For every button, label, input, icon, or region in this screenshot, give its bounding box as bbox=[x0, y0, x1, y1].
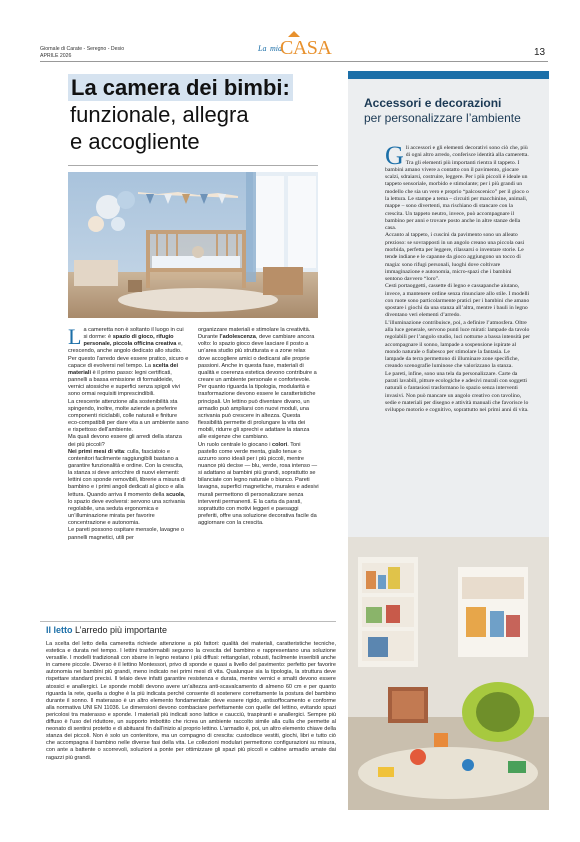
nursery-photo bbox=[68, 172, 318, 318]
logo-mia: mia bbox=[270, 44, 282, 53]
body-text: : culla, fasciatoio e contenitori facilmente raggiungibili bastano a garantire funzionalità e ordine. Con la crescita, la stanza si deve arricchire di nuovi elementi: lettini con sponde removibili, librerie a misura di bambino e i primi angoli dedicati al gioco e alla lettura. Quando arriva il momento della bbox=[68, 448, 186, 498]
sidebar-paragraph: li accessori e gli elementi decorativi sono ciò che, più di ogni altro arredo, conferisce identità alla cameretta. bbox=[405, 145, 529, 159]
letto-body: La scelta del letto della cameretta richiede attenzione a più fattori: qualità dei materiali, caratteristiche tecniche, estetica e durata nel tempo. I lettini trasformabili seguono la crescita del bambino e rappresentano una soluzione versatile. I modelli tradizionali con sbarre in legno restano i più diffusi: rettangolari, robusti, facilmente inseribili anche in camere piccole. Diverso è il lettino Montessori, privo di sponde e quasi a livello del pavimento: perfetto per favorire autonomia nei bambini più grandi, meno indicato nei primi mesi di vita. Qualunque sia la tipologia, la struttura deve rispettare standard precisi. Il telaio deve infatti garantire resistenza e durata, mentre vernici e smalti devono essere atossici e anallergici. Le sponde mobili devono avere un’altezza anti-scavalcamento di almeno 60 cm e per quanto riguarda la rete, quella a doghe è la più indicata perché consente di sostenere correttamente la postura del bambino durante il sonno. Il materasso è un altro elemento fondamentale: deve essere rigido, antisoffocamento e conforme alla normativa UNI EN 11036. Le dimensioni devono combaciare perfettamente con quelle del lettino, evitando spazi pericolosi tra materasso e sponde. I materiali più indicati sono lattice e caucciù, traspiranti e anallergici. Sempre più diffuso è l’uso del riduttore, un supporto imbottito che ricrea un ambiente raccolto simile alla culla che permette al neonato di sentirsi protetto e di abituarsi fin dall’inizio al proprio lettino. L’armadio è, poi, un altro elemento chiave della stanza dei piccoli. Non è solo un contenitore, ma un compagno di crescita: custodisce vestiti, giochi, libri e tutto ciò che accompagna il bambino nelle diverse fasi della vita. Le collezioni modulari permettono configurazioni su misura, con ante a battente o scorrevoli, soluzioni a ponte per ottimizzare gli spazi più piccoli e cabine armadio amate dai ragazzi più grandi. bbox=[46, 641, 336, 761]
body-text: organizzare materiali e stimolare la creatività. bbox=[198, 327, 311, 333]
article-column-2 bbox=[198, 327, 319, 527]
sidebar-paragraph: Tra gli elementi più importanti rientra il tappeto. I bambini amano vivere a contatto con il pavimento, giocare scalzi, sdraiarsi, costruire, leggere. Per i più piccoli è ideale un tappeto sensoriale, morbido e stimolante; per i più grandi un modello che sia un vero e proprio “palcoscenico” per il gioco o la lettura. Le stampe a tema – circuiti per macchinine, animali, mappe – sono divertenti, ma rischiano di stancare con la crescita. Un tappeto neutro, invece, può accompagnare il bambino per anni e trovare posto anche in altre stanze della casa. bbox=[385, 159, 529, 232]
letto-heading bbox=[46, 625, 167, 635]
body-text: Durante bbox=[198, 334, 220, 341]
sidebar-paragraph: Le pareti, infine, sono una tela da personalizzare. Carte da parati lavabili, pitture ecologiche e adesivi murali con soggetti naturali o fantasiosi trasformano lo spazio senza interventi invasivi. Non può mancare un angolo creativo con tavolino, sedie e materiali per disegno e attività manuali che favorisce lo sviluppo motorio e cognitivo, soprattutto nei primi anni di vita. bbox=[385, 370, 529, 414]
body-text: e, crescendo, anche angolo dedicato allo studio. Per questo l’arredo deve essere pratico, sicuro e capace di evolversi nel tempo. La bbox=[68, 341, 189, 369]
body-text: Un ruolo centrale lo giocano i bbox=[198, 441, 273, 448]
sidebar-body bbox=[385, 141, 530, 414]
body-text: . Toni pastello come verde menta, giallo tenue o azzurro sono ideali per i più piccoli, mentre nuance più decise — blu, verde, rosa intenso — si adattano ai bambini più grandi, soprattutto se bilanciate con legno naturale o bianco. Pareti lavagna, superfici magnetiche, murales e adesivi murali permettono di personalizzare senza interventi permanenti. E la carta da parati, soprattutto con motivi leggeri e paesaggi preferiti, offre una soluzione decorativa facile da aggiornare con la crescita. bbox=[198, 441, 319, 527]
body-text: La crescente attenzione alla sostenibilità sta spingendo, inoltre, molte aziende a preferire componenti riciclabili, colle naturali e finiture eco-compatibili per dare vita a un ambiente sano e rispettoso dell’ambiente. bbox=[68, 398, 189, 434]
letto-divider bbox=[40, 621, 336, 622]
publication-name: Giornale di Carate - Seregno - Desio bbox=[40, 46, 125, 52]
sidebar-paragraph: Accanto al tappeto, i cuscini da pavimento sono un alleato prezioso: se sovrapposti in un angolo creano una piccola oasi morbida, perfetta per leggere, rilassarsi o inventare storie. Le tende indiane e le capanne da gioco aggiungono un tocco di magia: sono rifugi personali, luoghi dove coltivare immaginazione e autonomia, micro-spazi che i bambini sentono davvero “loro”. bbox=[385, 232, 525, 283]
sidebar-title bbox=[364, 96, 544, 126]
body-text-bold: l’adolescenza bbox=[219, 334, 256, 341]
sidebar-title-line-2: per personalizzare l’ambiente bbox=[364, 111, 521, 125]
title-line-2: funzionale, allegra bbox=[70, 102, 249, 127]
publication-header bbox=[40, 46, 124, 59]
title-divider bbox=[68, 165, 318, 166]
sidebar-title-line-1: Accessori e decorazioni bbox=[364, 96, 502, 110]
body-text: a cameretta non è soltanto il luogo in cui si dorme: è bbox=[83, 327, 184, 341]
logo-la: La bbox=[258, 44, 267, 53]
body-text: , lo spazio deve evolversi: servono una scrivania regolabile, una seduta ergonomica e un’illuminazione mirata per favorire concentrazione e autonomia. bbox=[68, 491, 186, 527]
logo-casa: CASA bbox=[280, 37, 332, 59]
sidebar-drop-cap: G bbox=[385, 141, 404, 170]
article-column-1 bbox=[68, 324, 189, 542]
body-text: , deve cambiare ancora volto: lo spazio gioco deve lasciare il posto a un’area studio più strutturata e a zone relax dove accogliere amici o dedicarsi alle proprie passioni. Anche in questa fase, materiali di qualità e coerenza estetica devono contribuire a creare un ambiente personale e confortevole. bbox=[198, 334, 317, 384]
body-text: Per quanto riguarda la tipologia, modularità e trasformazione devono essere le caratteristiche principali. Un lettino può diventare divano, un armadio può ampliarsi con nuovi moduli, una scrivania può crescere in altezza. Questa flessibilità permette di prolungare la vita dei mobili, ridurre gli sprechi e adattare la stanza alle esigenze che cambiano. bbox=[198, 384, 316, 441]
body-text-bold: scelta dei materiali bbox=[68, 362, 179, 376]
sidebar-paragraph: L’illuminazione contribuisce, poi, a definire l’atmosfera. Oltre alla luce generale, servono punti luce mirati: lampade da tavolo regolabili per l’angolo studio, luci notturne a bassa intensità per accompagnare il sonno, lampade a sospensione ispirate al mondo naturale o fiabesco per stimolare la fantasia. Le lampade da terra permettono di illuminare zone specifiche, creando scenografie luminose che valorizzano la stanza. bbox=[385, 319, 530, 370]
title-highlight: La camera dei bimbi: bbox=[68, 74, 293, 101]
issue-date: APRILE 2026 bbox=[40, 52, 72, 59]
article-title bbox=[68, 74, 328, 155]
nursery-illustration bbox=[68, 172, 318, 318]
body-text: Ma quali devono essere gli arredi della stanza dei più piccoli? bbox=[68, 434, 182, 448]
letto-heading-rest: L’arredo più importante bbox=[72, 625, 168, 635]
body-text-bold: spazio di gioco, rifugio personale, piccola officina creativa bbox=[83, 334, 177, 348]
playroom-photo bbox=[348, 537, 549, 810]
body-text: è il primo passo: legni certificati, pannelli a bassa emissione di formaldeide, vernici atossiche e superfici senza spigoli vivi sono ormai requisiti imprescindibili. bbox=[68, 369, 180, 398]
page-number: 13 bbox=[534, 47, 546, 58]
sidebar-paragraph: Cesti portaoggetti, cassette di legno e cassapanche aiutano, invece, a mantenere ordine senza rinunciare allo stile. I modelli con ruote sono particolarmente pratici per i bambini che amano spostare i giochi da una stanza all’altra, mentre i bauli in legno diventano veri elementi d’arredo. bbox=[385, 283, 530, 319]
letto-heading-bold: Il letto bbox=[46, 625, 73, 635]
title-line-3: e accogliente bbox=[70, 129, 200, 154]
playroom-illustration bbox=[348, 537, 549, 810]
body-text: Le pareti possono ospitare mensole, lavagne o pannelli magnetici, utili per bbox=[68, 527, 184, 541]
sidebar-accent-bar bbox=[348, 71, 549, 79]
body-text-bold: Nei primi mesi di vita bbox=[68, 448, 124, 455]
body-text-bold: colori bbox=[272, 441, 288, 448]
drop-cap: L bbox=[68, 324, 82, 349]
body-text-bold: scuola bbox=[165, 491, 184, 498]
header-divider bbox=[40, 61, 548, 62]
